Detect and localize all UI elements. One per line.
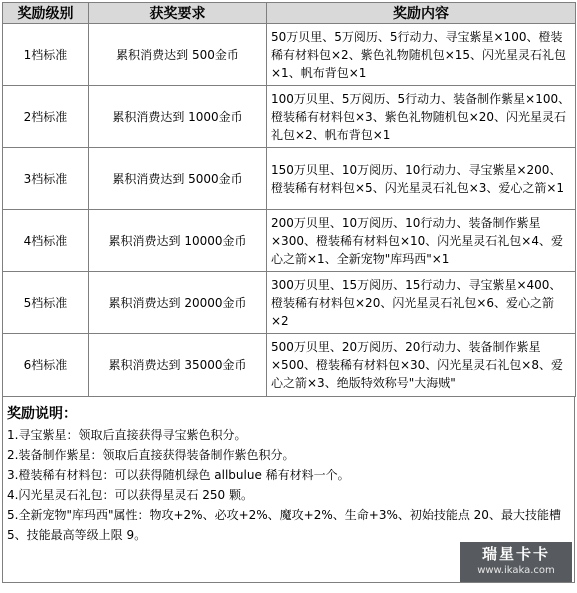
table-row (3, 86, 576, 148)
header-content: 奖励内容 (267, 3, 576, 24)
header-requirement: 获奖要求 (89, 3, 267, 24)
tier-level: 6档标准 (3, 334, 89, 397)
tier-rewards: 50万贝里、5万阅历、5行动力、寻宝紫星×100、橙装稀有材料包×2、紫色礼物随机包×15、闪光星灵石礼包×1、帆布背包×1 (267, 24, 576, 86)
tier-requirement: 累积消费达到 5000金币 (89, 148, 267, 210)
tier-rewards: 500万贝里、20万阅历、20行动力、装备制作紫星×500、橙装稀有材料包×30、闪光星灵石礼包×8、爱心之箭×3、绝版特效称号"大海贼" (267, 334, 576, 397)
table-row (3, 334, 576, 397)
tier-rewards: 100万贝里、5万阅历、5行动力、装备制作紫星×100、橙装稀有材料包×3、紫色礼物随机包×20、闪光星灵石礼包×2、帆布背包×1 (267, 86, 576, 148)
tier-level: 2档标准 (3, 86, 89, 148)
tier-rewards: 300万贝里、15万阅历、15行动力、寻宝紫星×400、橙装稀有材料包×20、闪光星灵石礼包×6、爱心之箭×2 (267, 272, 576, 334)
tier-level: 5档标准 (3, 272, 89, 334)
tier-requirement: 累积消费达到 35000金币 (89, 334, 267, 397)
watermark-name: 瑞星卡卡 (481, 545, 550, 563)
reward-notes (2, 397, 575, 583)
note-item: 2.装备制作紫星：领取后直接获得装备制作紫色积分。 (7, 448, 295, 462)
tier-requirement: 累积消费达到 1000金币 (89, 86, 267, 148)
table-row (3, 24, 576, 86)
note-item: 3.橙装稀有材料包：可以获得随机绿色 allbulue 稀有材料一个。 (7, 468, 350, 482)
table-row (3, 210, 576, 272)
notes-list (7, 425, 564, 545)
reward-document (2, 2, 575, 583)
note-item: 4.闪光星灵石礼包：可以获得星灵石 250 颗。 (7, 488, 253, 502)
header-level: 奖励级别 (3, 3, 89, 24)
note-item: 5.全新宠物"库玛西"属性：物攻+2%、必攻+2%、魔攻+2%、生命+3%、初始技能点 20、最大技能槽 5、技能最高等级上限 9。 (7, 508, 561, 542)
tier-requirement: 累积消费达到 500金币 (89, 24, 267, 86)
tier-rewards: 200万贝里、10万阅历、10行动力、装备制作紫星×300、橙装稀有材料包×10、闪光星灵石礼包×4、爱心之箭×1、全新宠物"库玛西"×1 (267, 210, 576, 272)
table-row (3, 272, 576, 334)
reward-table (2, 2, 576, 397)
table-header-row (3, 3, 576, 24)
tier-requirement: 累积消费达到 10000金币 (89, 210, 267, 272)
notes-title: 奖励说明： (7, 406, 77, 422)
watermark-url: www.ikaka.com (477, 565, 555, 576)
tier-requirement: 累积消费达到 20000金币 (89, 272, 267, 334)
watermark-logo (460, 542, 572, 582)
tier-rewards: 150万贝里、10万阅历、10行动力、寻宝紫星×200、橙装稀有材料包×5、闪光星灵石礼包×3、爱心之箭×1 (267, 148, 576, 210)
note-item: 1.寻宝紫星：领取后直接获得寻宝紫色积分。 (7, 428, 247, 442)
tier-level: 4档标准 (3, 210, 89, 272)
tier-level: 1档标准 (3, 24, 89, 86)
tier-level: 3档标准 (3, 148, 89, 210)
table-row (3, 148, 576, 210)
